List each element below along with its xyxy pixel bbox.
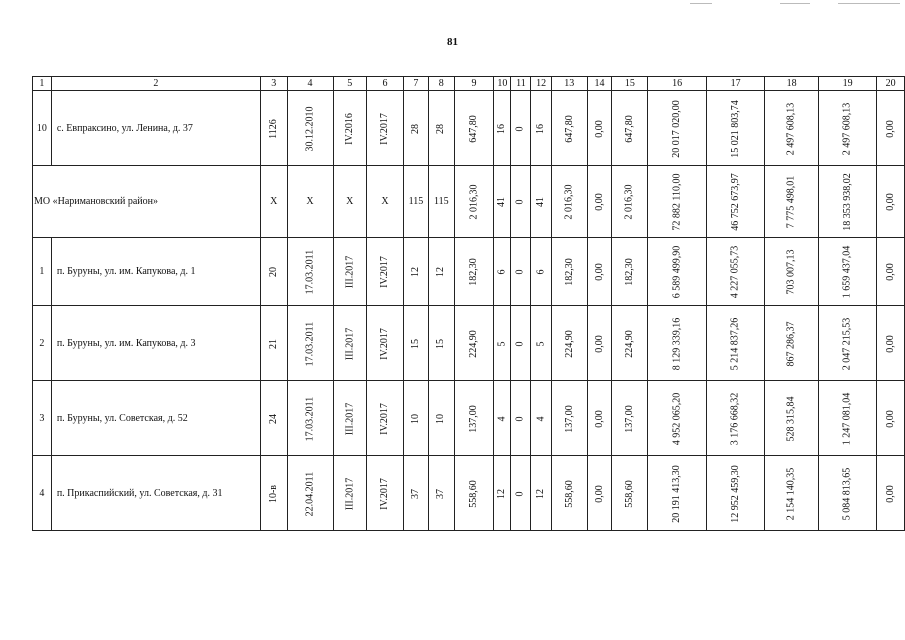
table-cell	[428, 456, 454, 531]
table-cell	[587, 166, 612, 238]
table-row	[33, 456, 905, 531]
cell-value: 4	[535, 416, 547, 421]
table-cell	[428, 91, 454, 166]
header-cell: 5	[333, 77, 367, 91]
table-cell: X	[333, 166, 367, 238]
header-cell: 4	[287, 77, 333, 91]
table-cell: X	[260, 166, 287, 238]
cell-value: 558,60	[468, 479, 480, 508]
cell-value: IV.2017	[378, 327, 390, 360]
table-cell	[367, 91, 404, 166]
table-cell	[511, 306, 531, 381]
cell-value: 224,90	[623, 329, 635, 358]
table-cell	[818, 238, 877, 306]
header-cell: 19	[818, 77, 877, 91]
table-cell	[531, 91, 551, 166]
table-cell	[706, 381, 765, 456]
table-cell	[531, 238, 551, 306]
table-cell	[454, 306, 494, 381]
address-cell: п. Прикаспийский, ул. Советская, д. 31	[51, 456, 260, 531]
scan-artifact	[780, 3, 810, 4]
cell-value: 5 214 837,26	[729, 317, 741, 370]
cell-value: 2 047 215,53	[841, 317, 853, 370]
table-cell	[877, 456, 905, 531]
cell-value: 0,00	[593, 119, 605, 138]
header-cell: 7	[403, 77, 428, 91]
row-number-cell: 4	[33, 456, 52, 531]
cell-value: 0,00	[884, 119, 896, 138]
address-cell: п. Буруны, ул. им. Капукова, д. 1	[51, 238, 260, 306]
table-cell	[494, 238, 511, 306]
table-cell	[877, 238, 905, 306]
table-cell	[587, 238, 612, 306]
table-cell	[494, 91, 511, 166]
table-cell	[287, 456, 333, 531]
cell-value: 5	[496, 341, 508, 346]
table-cell	[587, 456, 612, 531]
cell-value: 1 659 437,04	[841, 245, 853, 299]
scan-artifact	[690, 3, 712, 4]
table-cell	[333, 91, 367, 166]
cell-value: 37	[409, 488, 421, 499]
table-cell	[454, 456, 494, 531]
table-cell	[612, 381, 648, 456]
cell-value: 8 129 339,16	[671, 317, 683, 370]
table-cell	[648, 381, 707, 456]
cell-value: 224,90	[468, 329, 480, 358]
table-cell	[765, 91, 819, 166]
table-cell	[367, 238, 404, 306]
table-cell	[706, 166, 765, 238]
table-cell	[706, 456, 765, 531]
cell-value: 17.03.2011	[304, 396, 316, 441]
cell-value: IV.2017	[378, 256, 390, 288]
cell-value: 0,00	[593, 193, 605, 211]
cell-value: IV.2017	[378, 477, 390, 510]
cell-value: 0	[514, 416, 526, 421]
table-cell	[403, 456, 428, 531]
table-cell	[367, 381, 404, 456]
cell-value: 2 016,30	[563, 184, 575, 220]
cell-value: 137,00	[468, 404, 480, 433]
row-number-cell: 2	[33, 306, 52, 381]
header-cell: 8	[428, 77, 454, 91]
table-cell	[403, 238, 428, 306]
header-row	[33, 77, 905, 91]
cell-value: 558,60	[563, 479, 575, 508]
table-cell	[648, 91, 707, 166]
cell-value: 30.12.2010	[304, 106, 316, 151]
cell-value: 18 353 938,02	[841, 173, 853, 231]
cell-value: 528 315,84	[785, 396, 797, 441]
row-number-cell: 3	[33, 381, 52, 456]
table-cell	[428, 306, 454, 381]
table-cell	[587, 91, 612, 166]
table-cell	[367, 456, 404, 531]
table-cell: 115	[403, 166, 428, 238]
cell-value: 5 084 813,65	[841, 467, 853, 520]
table-cell	[551, 166, 587, 238]
cell-value: 28	[409, 123, 421, 134]
data-table	[32, 76, 905, 531]
cell-value: 647,80	[563, 114, 575, 143]
table-cell	[818, 91, 877, 166]
row-number-cell: 1	[33, 238, 52, 306]
table-cell	[454, 238, 494, 306]
table-cell	[818, 166, 877, 238]
cell-value: 137,00	[623, 404, 635, 433]
table-cell	[531, 381, 551, 456]
table-cell	[765, 238, 819, 306]
scan-artifact	[838, 3, 900, 4]
cell-value: 12	[535, 488, 547, 499]
table-cell	[612, 238, 648, 306]
cell-value: 0	[514, 491, 526, 496]
cell-value: 10	[409, 413, 421, 424]
header-cell: 18	[765, 77, 819, 91]
table-cell	[511, 381, 531, 456]
table-row	[33, 238, 905, 306]
table-cell: X	[367, 166, 404, 238]
cell-value: 37	[435, 488, 447, 499]
header-cell: 11	[511, 77, 531, 91]
table-cell	[287, 238, 333, 306]
table-cell	[260, 238, 287, 306]
cell-value: 41	[496, 197, 508, 207]
table-cell	[454, 166, 494, 238]
table-cell	[612, 456, 648, 531]
address-cell: п. Буруны, ул. Советская, д. 52	[51, 381, 260, 456]
table-cell	[612, 306, 648, 381]
cell-value: 867 286,37	[785, 321, 797, 366]
table-cell	[403, 91, 428, 166]
table-cell	[403, 306, 428, 381]
table-cell	[551, 91, 587, 166]
cell-value: 2 016,30	[623, 184, 635, 220]
cell-value: 0,00	[884, 484, 896, 503]
cell-value: 16	[535, 123, 547, 134]
table-cell	[587, 381, 612, 456]
cell-value: 0,00	[884, 409, 896, 428]
cell-value: 558,60	[623, 479, 635, 508]
table-cell: X	[287, 166, 333, 238]
header-cell: 2	[51, 77, 260, 91]
header-cell: 10	[494, 77, 511, 91]
cell-value: 15	[409, 338, 421, 349]
table-cell: 115	[428, 166, 454, 238]
table-cell	[551, 381, 587, 456]
cell-value: 137,00	[563, 404, 575, 433]
cell-value: 17.03.2011	[304, 321, 316, 366]
table-cell	[333, 456, 367, 531]
cell-value: 0,00	[593, 334, 605, 353]
table-cell	[494, 166, 511, 238]
address-cell: п. Буруны, ул. им. Капукова, д. 3	[51, 306, 260, 381]
cell-value: 12	[496, 488, 508, 499]
table-cell	[648, 238, 707, 306]
table-cell	[333, 238, 367, 306]
table-cell	[877, 91, 905, 166]
cell-value: 0	[514, 126, 526, 131]
cell-value: 0,00	[593, 409, 605, 428]
cell-value: 703 007,13	[785, 249, 797, 295]
cell-value: 4 227 055,73	[729, 245, 741, 299]
cell-value: 22.04.2011	[304, 471, 316, 516]
cell-value: 0,00	[884, 334, 896, 353]
cell-value: 20 017 020,00	[671, 99, 683, 158]
header-cell: 12	[531, 77, 551, 91]
cell-value: 6	[496, 269, 508, 275]
table-cell	[333, 306, 367, 381]
cell-value: 6 589 499,90	[671, 245, 683, 299]
table-cell	[260, 91, 287, 166]
cell-value: 2 016,30	[468, 184, 480, 220]
cell-value: 0,00	[884, 193, 896, 211]
table-cell	[765, 456, 819, 531]
cell-value: III.2017	[343, 255, 355, 289]
cell-value: 16	[496, 123, 508, 134]
cell-value: 6	[535, 269, 547, 275]
cell-value: 12	[409, 267, 421, 277]
cell-value: 1126	[267, 118, 279, 139]
table-cell	[706, 238, 765, 306]
cell-value: 10	[435, 413, 447, 424]
cell-value: 12 952 459,30	[729, 464, 741, 523]
header-cell: 17	[706, 77, 765, 91]
subtotal-row	[33, 166, 905, 238]
cell-value: 0,00	[593, 263, 605, 281]
address-cell: с. Евпраксино, ул. Ленина, д. 37	[51, 91, 260, 166]
table-row	[33, 381, 905, 456]
cell-value: 224,90	[563, 329, 575, 358]
district-name-cell: МО «Наримановский район»	[33, 166, 261, 238]
table-cell	[428, 381, 454, 456]
cell-value: 182,30	[563, 258, 575, 286]
cell-value: III.2017	[343, 402, 355, 435]
cell-value: 2 497 608,13	[841, 102, 853, 155]
table-cell	[765, 381, 819, 456]
cell-value: 0	[514, 269, 526, 275]
table-cell	[260, 306, 287, 381]
cell-value: 0,00	[593, 484, 605, 503]
cell-value: 28	[435, 123, 447, 134]
cell-value: 2 497 608,13	[785, 102, 797, 155]
header-cell: 14	[587, 77, 612, 91]
header-cell: 6	[367, 77, 404, 91]
table-cell	[587, 306, 612, 381]
cell-value: 12	[435, 267, 447, 277]
header-cell: 1	[33, 77, 52, 91]
cell-value: 20 191 413,30	[671, 464, 683, 523]
table-cell	[648, 166, 707, 238]
cell-value: 15	[435, 338, 447, 349]
header-cell: 20	[877, 77, 905, 91]
cell-value: 46 752 673,97	[729, 173, 741, 231]
table-cell	[454, 381, 494, 456]
header-cell: 16	[648, 77, 707, 91]
table-row	[33, 91, 905, 166]
cell-value: 17.03.2011	[304, 249, 316, 295]
table-cell	[531, 166, 551, 238]
table-cell	[260, 456, 287, 531]
cell-value: 3 176 668,32	[729, 392, 741, 445]
table-cell	[706, 306, 765, 381]
table-cell	[765, 306, 819, 381]
cell-value: 10-в	[267, 484, 279, 503]
table-cell	[511, 91, 531, 166]
row-number-cell: 10	[33, 91, 52, 166]
cell-value: 15 021 803,74	[729, 99, 741, 158]
table-cell	[333, 381, 367, 456]
header-cell: 9	[454, 77, 494, 91]
table-cell	[877, 166, 905, 238]
cell-value: 4	[496, 416, 508, 421]
table-cell	[648, 456, 707, 531]
table-cell	[494, 306, 511, 381]
table-cell	[511, 456, 531, 531]
cell-value: 5	[535, 341, 547, 346]
table-cell	[494, 381, 511, 456]
table-cell	[706, 91, 765, 166]
cell-value: IV.2016	[343, 112, 355, 145]
table-cell	[877, 306, 905, 381]
cell-value: 647,80	[468, 114, 480, 143]
cell-value: IV.2017	[378, 112, 390, 145]
page-number: 81	[447, 36, 458, 48]
table-cell	[511, 238, 531, 306]
table-cell	[428, 238, 454, 306]
table-cell	[260, 381, 287, 456]
table-cell	[403, 381, 428, 456]
cell-value: 21	[267, 338, 279, 349]
cell-value: 1 247 081,04	[841, 392, 853, 445]
cell-value: III.2017	[343, 327, 355, 360]
table-cell	[551, 306, 587, 381]
table-cell	[511, 166, 531, 238]
table-cell	[531, 456, 551, 531]
table-cell	[612, 166, 648, 238]
table-cell	[287, 381, 333, 456]
cell-value: 0,00	[884, 263, 896, 281]
header-cell: 3	[260, 77, 287, 91]
table-cell	[367, 306, 404, 381]
table-cell	[454, 91, 494, 166]
table-row	[33, 306, 905, 381]
table-cell	[551, 456, 587, 531]
table-cell	[877, 381, 905, 456]
table-cell	[612, 91, 648, 166]
table-cell	[648, 306, 707, 381]
cell-value: 7 775 498,01	[785, 175, 797, 229]
table-cell	[818, 381, 877, 456]
cell-value: III.2017	[343, 477, 355, 510]
cell-value: 72 882 110,00	[671, 173, 683, 231]
header-cell: 15	[612, 77, 648, 91]
table-cell	[531, 306, 551, 381]
table-cell	[287, 91, 333, 166]
cell-value: 647,80	[623, 114, 635, 143]
cell-value: 2 154 140,35	[785, 467, 797, 520]
cell-value: 0	[514, 199, 526, 205]
cell-value: 20	[267, 267, 279, 277]
cell-value: 182,30	[468, 258, 480, 286]
table-cell	[551, 238, 587, 306]
cell-value: 0	[514, 341, 526, 346]
table-cell	[494, 456, 511, 531]
table-cell	[818, 456, 877, 531]
cell-value: 41	[535, 197, 547, 207]
cell-value: 24	[267, 413, 279, 424]
cell-value: IV.2017	[378, 402, 390, 435]
table-cell	[287, 306, 333, 381]
cell-value: 4 952 065,20	[671, 392, 683, 445]
header-cell: 13	[551, 77, 587, 91]
cell-value: 182,30	[623, 258, 635, 286]
table-cell	[818, 306, 877, 381]
table-cell	[765, 166, 819, 238]
